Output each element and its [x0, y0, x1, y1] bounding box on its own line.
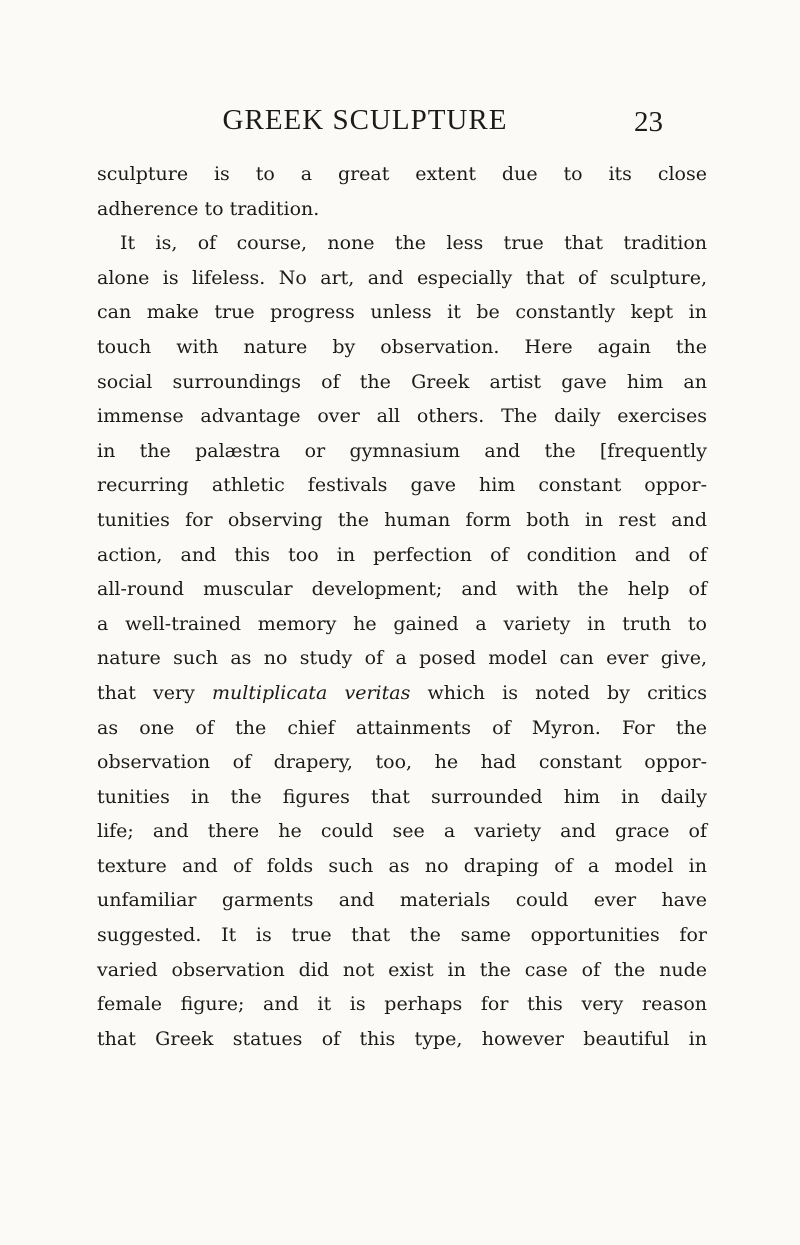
text-line: immense advantage over all others. The daily exercises [97, 405, 707, 428]
text-line: adherence to tradition. [97, 197, 320, 220]
text-line: can make true progress unless it be constantly kept in [97, 301, 707, 324]
text-line: suggested. It is true that the same opportunities for [97, 924, 707, 947]
text-segment: which is noted by critics [427, 681, 708, 704]
text-line: recurring athletic festivals gave him constant oppor- [97, 474, 707, 497]
text-line: nature such as no study of a posed model can ever give, [97, 647, 707, 670]
text-line: all-round muscular development; and with the help of [97, 578, 707, 601]
text-line: It is, of course, none the less true that tradition [120, 232, 707, 255]
text-segment: that very [97, 681, 195, 704]
text-line: as one of the chief attainments of Myron. For the [97, 716, 707, 739]
text-line-with-italic [97, 676, 707, 711]
text-line: in the palæstra or gymnasium and the [frequently [97, 439, 707, 462]
text-line: female figure; and it is perhaps for this very reason [97, 993, 707, 1016]
text-line: action, and this too in perfection of condition and of [97, 543, 707, 566]
text-line: varied observation did not exist in the case of the nude [97, 958, 707, 981]
text-line: that Greek statues of this type, however beautiful in [97, 1027, 707, 1050]
text-line: texture and of folds such as no draping of a model in [97, 854, 707, 877]
page-header [0, 100, 800, 140]
text-line: sculpture is to a great extent due to its close [97, 163, 707, 185]
text-line: touch with nature by observation. Here again the [97, 335, 707, 358]
body-text [97, 157, 707, 1056]
text-line: life; and there he could see a variety and grace of [97, 820, 707, 843]
running-title: GREEK SCULPTURE [222, 104, 508, 136]
text-line: social surroundings of the Greek artist gave him an [97, 370, 707, 393]
text-line: tunities in the figures that surrounded him in daily [97, 785, 707, 808]
text-line: tunities for observing the human form both in rest and [97, 508, 707, 531]
italic-phrase: multiplicata veritas [212, 681, 411, 704]
text-line: unfamiliar garments and materials could ever have [97, 889, 707, 912]
text-line: a well-trained memory he gained a variety in truth to [97, 612, 707, 635]
text-line: observation of drapery, too, he had constant oppor- [97, 751, 707, 774]
page-number: 23 [634, 106, 663, 138]
text-line: alone is lifeless. No art, and especially that of sculpture, [97, 266, 707, 289]
